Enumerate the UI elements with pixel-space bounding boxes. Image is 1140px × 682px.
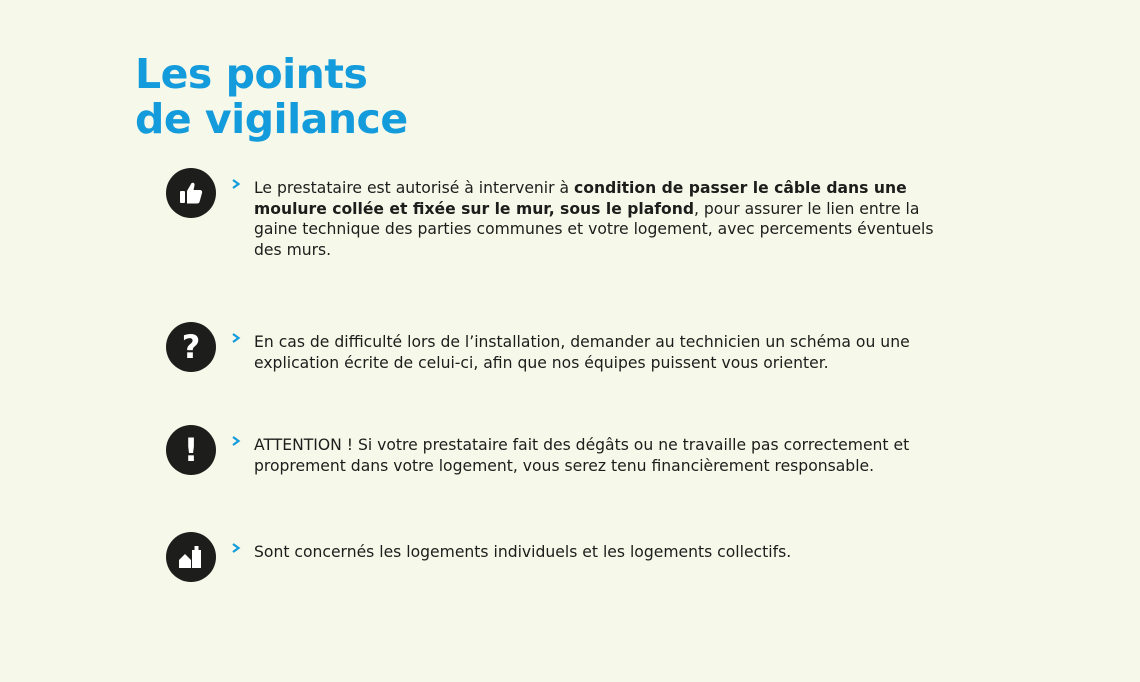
page-title [135, 52, 408, 142]
vigilance-text: ATTENTION ! Si votre prestataire fait des dégâts ou ne travaille pas correctement et proprement dans votre logement, vous serez tenu financièrement responsable. [254, 436, 910, 475]
vigilance-item-authorization [166, 168, 946, 268]
house-and-building-icon [166, 532, 216, 582]
page-title-line-1: Les points [135, 50, 368, 98]
chevron-right-icon [230, 332, 242, 344]
vigilance-text-emphasis: condition de passer le câble dans une moulure collée et fixée sur le mur, sous le plafond [254, 179, 907, 218]
chevron-right-icon [230, 435, 242, 447]
vigilance-item-housing [166, 532, 946, 582]
vigilance-text: En cas de difficulté lors de l’installation, demander au technicien un schéma ou une explication écrite de celui-ci, afin que nos équipes puissent vous orienter. [254, 333, 910, 372]
question-mark-icon: ? [166, 322, 216, 372]
thumbs-up-icon [166, 168, 216, 218]
vigilance-text: Sont concernés les logements individuels et les logements collectifs. [254, 543, 792, 561]
chevron-right-icon [230, 178, 242, 190]
vigilance-text [254, 178, 934, 260]
vigilance-item-warning [166, 425, 946, 485]
vigilance-text-intro: Le prestataire est autorisé à intervenir à [254, 179, 575, 197]
vigilance-item-difficulty [166, 322, 946, 382]
chevron-right-icon [230, 542, 242, 554]
page-title-line-2: de vigilance [135, 95, 408, 143]
exclamation-icon: ! [166, 425, 216, 475]
vigilance-text-continuation: , pour assurer le lien entre la gaine technique des parties communes et votre logement, avec percements éventuels des murs. [254, 199, 934, 259]
